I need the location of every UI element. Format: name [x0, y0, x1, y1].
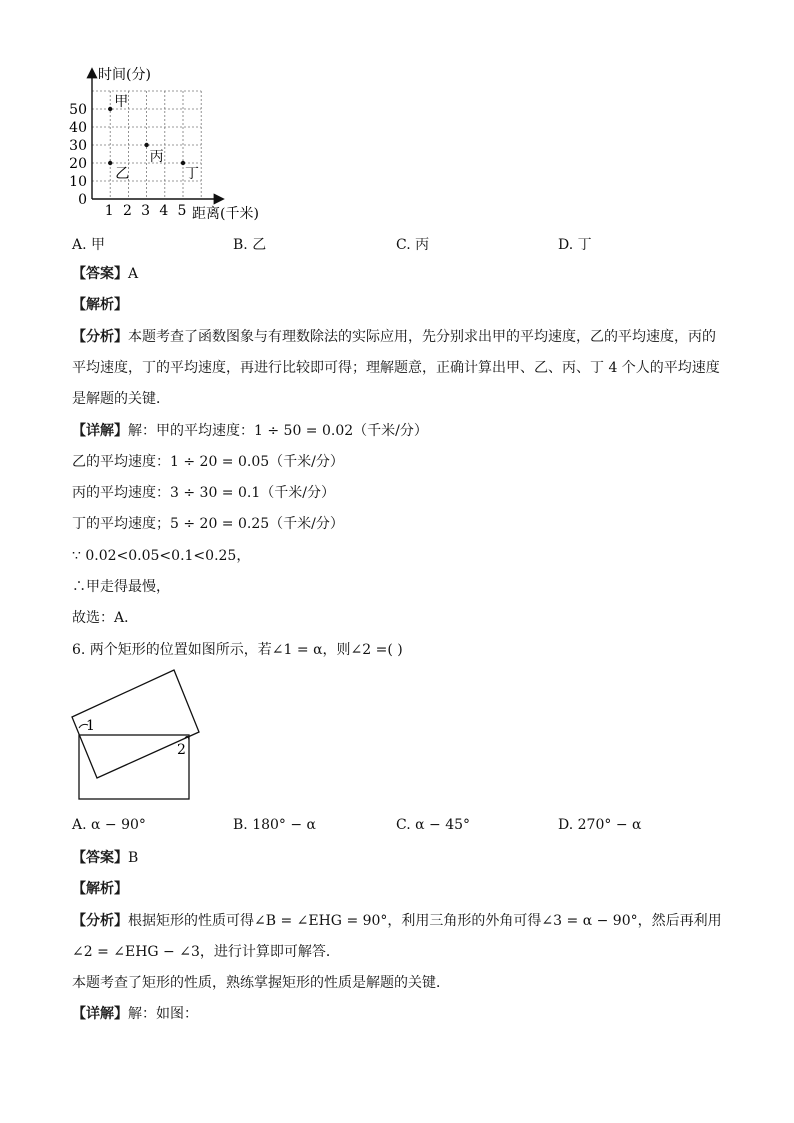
q5-analysis-heading — [72, 295, 128, 315]
q5-fenxi-line-2: 平均速度，丁的平均速度，再进行比较即可得；理解题意，正确计算出甲、乙、丙、丁 4 个人的平均速度 — [72, 360, 720, 376]
data-point-label: 丁 — [185, 166, 199, 182]
y-tick-label: 30 — [69, 138, 87, 154]
angle-2-label: 2 — [177, 742, 186, 758]
q5-option-d[interactable] — [558, 234, 592, 254]
y-tick-label: 40 — [69, 120, 87, 136]
option-text: 丙 — [415, 237, 430, 253]
y-tick-label: 20 — [69, 156, 87, 172]
data-point — [144, 143, 148, 147]
option-letter: A. — [72, 817, 87, 833]
q5-detail-line-7: 故选：A． — [72, 610, 139, 626]
q5-detail-line-6: ∴甲走得最慢， — [72, 579, 170, 595]
q5-answer — [72, 264, 138, 284]
detail-tag: 【详解】 — [72, 423, 128, 439]
analysis-tag: 【解析】 — [72, 297, 128, 313]
q6-fenxi-line-2: ∠2 = ∠EHG − ∠3，进行计算即可解答． — [72, 944, 340, 960]
analysis-tag: 【解析】 — [72, 881, 128, 897]
q5-option-c[interactable] — [396, 234, 429, 254]
q6-option-c[interactable] — [396, 817, 470, 833]
option-letter: C. — [396, 817, 411, 833]
option-text: 270° − α — [577, 817, 642, 833]
data-point-label: 乙 — [115, 166, 130, 182]
q5-detail-line-4: 丁的平均速度；5 ÷ 20 = 0.25（千米/分） — [72, 516, 344, 532]
option-letter: A. — [72, 237, 87, 253]
y-tick-labels — [69, 102, 87, 208]
q6-analysis-heading — [72, 879, 128, 899]
q5-fenxi-line-3: 是解题的关键． — [72, 391, 170, 407]
y-tick-label: 0 — [78, 192, 87, 208]
text-line: 根据矩形的性质可得∠B = ∠EHG = 90°，利用三角形的外角可得∠3 = α − 90°，然后再利用 — [128, 913, 722, 929]
fenxi-tag: 【分析】 — [72, 913, 128, 929]
x-axis-title: 距离(千米) — [192, 206, 259, 222]
q6-fenxi-line-1 — [72, 911, 722, 931]
y-tick-label: 10 — [69, 174, 87, 190]
data-point — [181, 161, 185, 165]
x-tick-label: 2 — [122, 203, 132, 219]
option-text: α − 45° — [415, 817, 471, 833]
answer-value: A — [128, 266, 139, 282]
y-tick-label: 50 — [69, 102, 87, 118]
x-tick-label: 1 — [104, 203, 114, 219]
fenxi-tag: 【分析】 — [72, 329, 128, 345]
x-tick-label: 3 — [141, 203, 151, 219]
q6-option-a[interactable] — [72, 817, 146, 833]
answer-tag: 【答案】 — [72, 266, 128, 282]
option-text: 甲 — [91, 237, 106, 253]
option-letter: D. — [558, 817, 574, 833]
q6-summary: 本题考查了矩形的性质，熟练掌握矩形的性质是解题的关键． — [72, 975, 450, 991]
q5-option-a[interactable] — [72, 234, 105, 254]
option-letter: B. — [233, 817, 248, 833]
q6-option-d[interactable] — [558, 817, 641, 833]
data-point — [108, 107, 112, 111]
option-letter: D. — [558, 237, 574, 253]
answer-tag: 【答案】 — [72, 850, 128, 866]
text-line: 解：如图： — [128, 1006, 198, 1022]
q6-option-b[interactable] — [233, 817, 316, 833]
text-line: 解：甲的平均速度：1 ÷ 50 = 0.02（千米/分） — [128, 423, 428, 439]
x-tick-labels — [105, 203, 187, 219]
x-tick-label: 4 — [159, 203, 169, 219]
option-text: 丁 — [577, 237, 592, 253]
detail-tag: 【详解】 — [72, 1006, 128, 1022]
data-point — [108, 161, 112, 165]
distance-time-graph — [60, 60, 300, 230]
data-points — [108, 94, 199, 182]
q6-answer — [72, 848, 138, 868]
data-point-label: 丙 — [149, 149, 164, 165]
angle-1-label: 1 — [86, 718, 95, 734]
q5-fenxi-line-1 — [72, 327, 716, 347]
answer-value: B — [128, 850, 139, 866]
x-tick-label: 5 — [177, 203, 187, 219]
q5-detail-line-5: ∵ 0.02<0.05<0.1<0.25， — [72, 548, 251, 564]
data-point-label: 甲 — [114, 94, 129, 110]
q5-detail-line-1 — [72, 421, 428, 441]
two-rectangles-figure — [64, 666, 214, 806]
q6-stem: 6. 两个矩形的位置如图所示，若∠1 = α，则∠2 =( ) — [72, 642, 403, 658]
text-line: 本题考查了函数图象与有理数除法的实际应用，先分别求出甲的平均速度，乙的平均速度，丙的 — [128, 329, 716, 345]
q6-detail — [72, 1004, 198, 1024]
y-axis-title: 时间(分) — [98, 67, 151, 83]
q5-option-b[interactable] — [233, 234, 266, 254]
q5-detail-line-3: 丙的平均速度：3 ÷ 30 = 0.1（千米/分） — [72, 485, 335, 501]
option-text: 乙 — [252, 237, 267, 253]
option-letter: B. — [233, 237, 248, 253]
option-letter: C. — [396, 237, 411, 253]
option-text: 180° − α — [252, 817, 317, 833]
q5-detail-line-2: 乙的平均速度：1 ÷ 20 = 0.05（千米/分） — [72, 454, 344, 470]
option-text: α − 90° — [91, 817, 146, 833]
